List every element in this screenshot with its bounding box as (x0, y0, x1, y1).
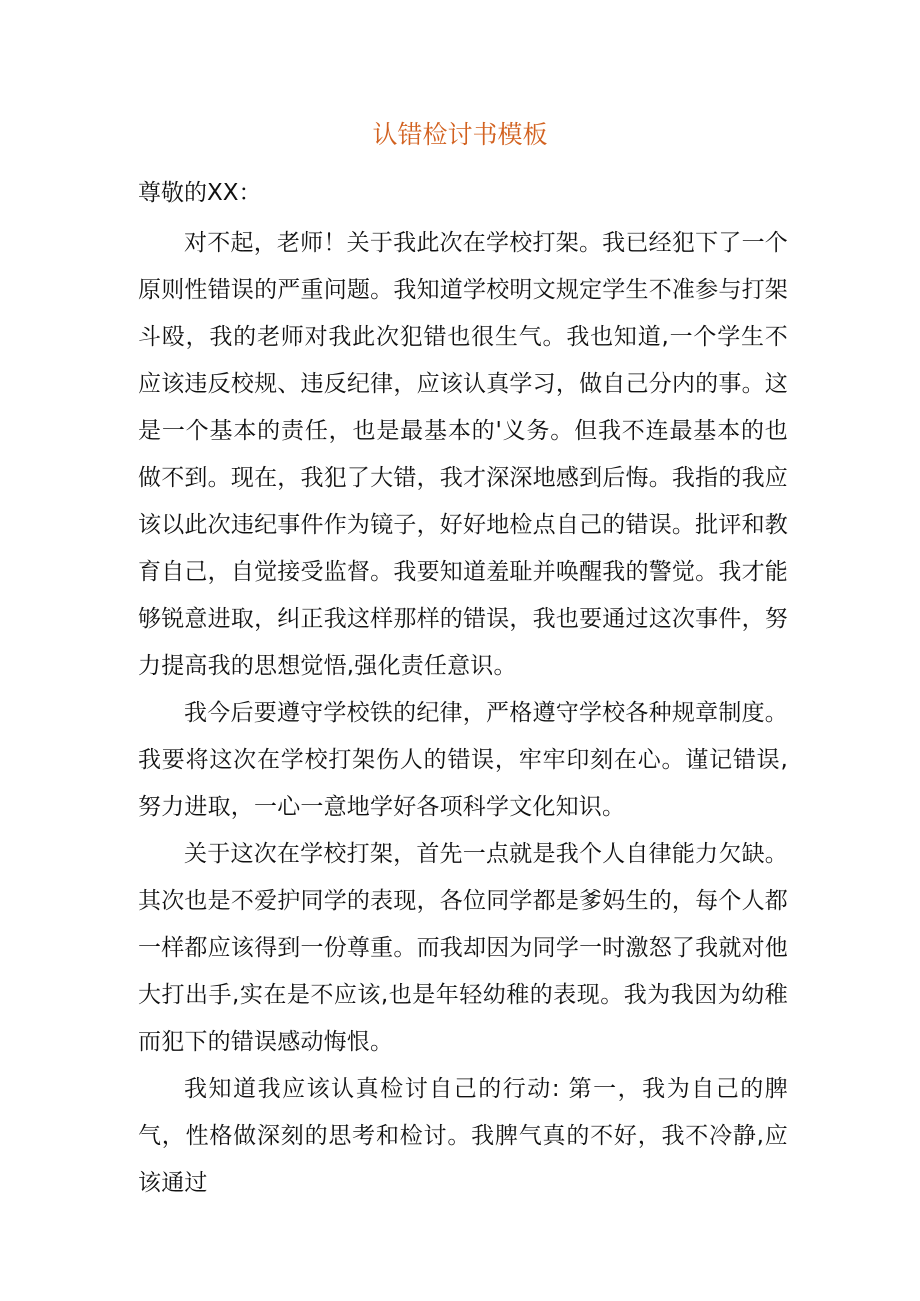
paragraph-1: 对不起，老师！关于我此次在学校打架。我已经犯下了一个原则性错误的严重问题。我知道学校明文规定学生不准参与打架斗殴，我的老师对我此次犯错也很生气。我也知道,一个学生不应该违反校规、违反纪律，应该认真学习，做自己分内的事。这是一个基本的责任，也是最基本的'义务。但我不连最基本的也做不到。现在，我犯了大错，我才深深地感到后悔。我指的我应该以此次违纪事件作为镜子，好好地检点自己的错误。批评和教育自己，自觉接受监督。我要知道羞耻并唤醒我的警觉。我才能够锐意进取，纠正我这样那样的错误，我也要通过这次事件，努力提高我的思想觉悟,强化责任意识。 (138, 230, 788, 679)
document-body (138, 174, 788, 1207)
paragraph-2: 我今后要遵守学校铁的纪律，严格遵守学校各种规章制度。我要将这次在学校打架伤人的错误，牢牢印刻在心。谨记错误,努力进取，一心一意地学好各项科学文化知识。 (138, 700, 788, 820)
salutation: 尊敬的XX： (138, 180, 262, 206)
paragraph-4: 我知道我应该认真检讨自己的行动: 第一，我为自己的脾气，性格做深刻的思考和检讨。我脾气真的不好，我不冷静,应该通过 (138, 1076, 788, 1196)
paragraph-3: 关于这次在学校打架，首先一点就是我个人自律能力欠缺。其次也是不爱护同学的表现，各位同学都是爹妈生的，每个人都一样都应该得到一份尊重。而我却因为同学一时激怒了我就对他大打出手,实在是不应该,也是年轻幼稚的表现。我为我因为幼稚而犯下的错误感动悔恨。 (138, 841, 788, 1055)
document-title: 认错检讨书模板 (372, 120, 548, 149)
